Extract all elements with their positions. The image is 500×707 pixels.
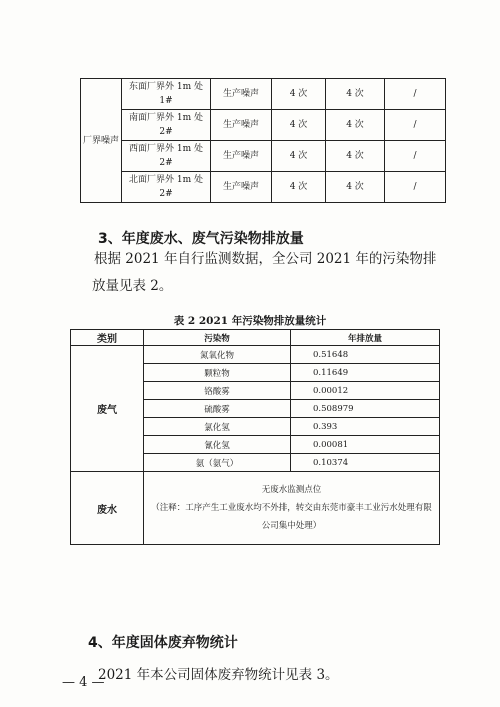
- amount-cell: 0.00012: [291, 382, 440, 400]
- section-heading: 4、年度固体废弃物统计: [88, 635, 238, 651]
- frequency-cell: 4 次: [326, 110, 385, 141]
- column-header: 年排放量: [291, 330, 440, 346]
- monitoring-point: 西面厂界外 1m 处 2#: [122, 141, 211, 172]
- amount-cell: 0.00081: [291, 436, 440, 454]
- category-cell: 废水: [71, 472, 144, 545]
- amount-cell: 0.393: [291, 418, 440, 436]
- monitoring-point: 北面厂界外 1m 处 2#: [122, 172, 211, 203]
- pollutant-cell: 氯化氢: [144, 418, 291, 436]
- category-cell: 废气: [71, 346, 144, 472]
- pollutant-cell: 铬酸雾: [144, 382, 291, 400]
- noise-type: 生产噪声: [211, 79, 272, 110]
- monitoring-point: 东面厂界外 1m 处 1#: [122, 79, 211, 110]
- body-paragraph: 根据 2021 年自行监测数据，全公司 2021 年的污染物排放量见表 2。: [92, 251, 437, 294]
- noise-type: 生产噪声: [211, 172, 272, 203]
- section-heading: 3、年度废水、废气污染物排放量: [98, 231, 304, 247]
- monitoring-point: 南面厂界外 1m 处 2#: [122, 110, 211, 141]
- frequency-cell: 4 次: [272, 110, 326, 141]
- table-row: [71, 346, 440, 364]
- amount-cell: 0.508979: [291, 400, 440, 418]
- table-caption: 表 2 2021 年污染物排放量统计: [173, 315, 327, 327]
- remark-cell: /: [385, 141, 446, 172]
- table-row: [81, 141, 446, 172]
- frequency-cell: 4 次: [272, 172, 326, 203]
- column-header: 污染物: [144, 330, 291, 346]
- wastewater-note-cell: [144, 472, 440, 545]
- column-header: 类别: [71, 330, 144, 346]
- remark-cell: /: [385, 110, 446, 141]
- amount-cell: 0.10374: [291, 454, 440, 472]
- pollutant-cell: 颗粒物: [144, 364, 291, 382]
- pollutant-cell: 氮氧化物: [144, 346, 291, 364]
- page-number: — 4 —: [62, 675, 105, 690]
- wastewater-note-line: （注释：工序产生工业废水均不外排，转交由东莞市豪丰工业污水处理有限公司集中处理）: [151, 503, 432, 531]
- noise-monitoring-table: [80, 78, 446, 203]
- frequency-cell: 4 次: [272, 79, 326, 110]
- noise-category-cell: 厂界噪声: [81, 79, 122, 203]
- frequency-cell: 4 次: [326, 79, 385, 110]
- amount-cell: 0.11649: [291, 364, 440, 382]
- noise-type: 生产噪声: [211, 110, 272, 141]
- table-row: [81, 172, 446, 203]
- table-header-row: [71, 330, 440, 346]
- wastewater-note-line: 无废水监测点位: [261, 485, 322, 495]
- remark-cell: /: [385, 172, 446, 203]
- frequency-cell: 4 次: [326, 141, 385, 172]
- pollutant-cell: 硫酸雾: [144, 400, 291, 418]
- noise-type: 生产噪声: [211, 141, 272, 172]
- pollutant-cell: 氰化氢: [144, 436, 291, 454]
- pollutant-emission-table: [70, 329, 440, 545]
- remark-cell: /: [385, 79, 446, 110]
- amount-cell: 0.51648: [291, 346, 440, 364]
- body-paragraph: 2021 年本公司固体废弃物统计见表 3。: [98, 667, 339, 683]
- pollutant-cell: 氨（氨气）: [144, 454, 291, 472]
- table-row: [71, 472, 440, 545]
- table-row: [81, 79, 446, 110]
- table-row: [81, 110, 446, 141]
- frequency-cell: 4 次: [326, 172, 385, 203]
- frequency-cell: 4 次: [272, 141, 326, 172]
